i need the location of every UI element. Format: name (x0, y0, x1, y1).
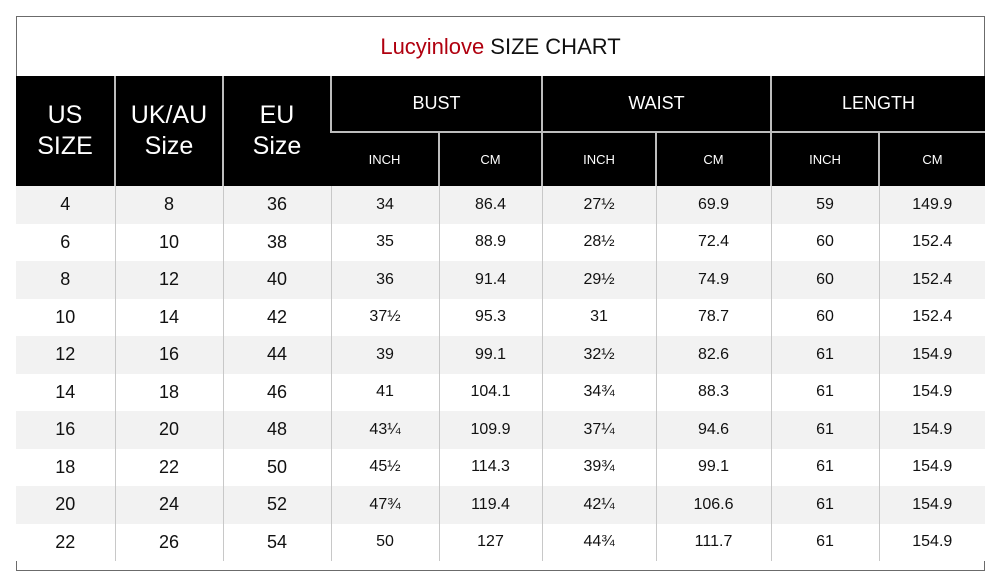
cell-length-cm: 152.4 (879, 299, 985, 337)
cell-us-size: 6 (16, 224, 115, 262)
header-waist: WAIST (542, 76, 771, 132)
cell-bust-inch: 34 (331, 186, 439, 224)
cell-us-size: 18 (16, 449, 115, 487)
cell-us-size: 14 (16, 374, 115, 412)
header-waist-cm: CM (656, 132, 771, 186)
cell-waist-cm: 111.7 (656, 524, 771, 562)
cell-bust-inch: 50 (331, 524, 439, 562)
cell-waist-inch: 39¾ (542, 449, 656, 487)
header-uk-au-size: UK/AU Size (115, 76, 223, 186)
cell-bust-cm: 127 (439, 524, 542, 562)
header-eu-size: EU Size (223, 76, 331, 186)
header-length-inch: INCH (771, 132, 879, 186)
cell-waist-inch: 31 (542, 299, 656, 337)
cell-waist-cm: 88.3 (656, 374, 771, 412)
cell-length-cm: 154.9 (879, 449, 985, 487)
cell-waist-inch: 34¾ (542, 374, 656, 412)
cell-us-size: 4 (16, 186, 115, 224)
table-row (16, 486, 985, 524)
header-length-cm: CM (879, 132, 985, 186)
table-row (16, 374, 985, 412)
cell-length-inch: 61 (771, 449, 879, 487)
table-row (16, 186, 985, 224)
cell-bust-inch: 39 (331, 336, 439, 374)
cell-uk-au-size: 24 (115, 486, 223, 524)
cell-eu-size: 40 (223, 261, 331, 299)
cell-bust-inch: 47¾ (331, 486, 439, 524)
cell-length-cm: 154.9 (879, 486, 985, 524)
cell-eu-size: 46 (223, 374, 331, 412)
table-row (16, 449, 985, 487)
cell-eu-size: 38 (223, 224, 331, 262)
table-row (16, 224, 985, 262)
cell-bust-cm: 86.4 (439, 186, 542, 224)
cell-us-size: 16 (16, 411, 115, 449)
cell-us-size: 22 (16, 524, 115, 562)
cell-length-inch: 61 (771, 374, 879, 412)
cell-uk-au-size: 16 (115, 336, 223, 374)
cell-uk-au-size: 8 (115, 186, 223, 224)
cell-length-inch: 60 (771, 299, 879, 337)
cell-length-inch: 59 (771, 186, 879, 224)
cell-waist-inch: 27½ (542, 186, 656, 224)
cell-bust-cm: 109.9 (439, 411, 542, 449)
cell-uk-au-size: 26 (115, 524, 223, 562)
cell-bust-cm: 114.3 (439, 449, 542, 487)
cell-bust-cm: 88.9 (439, 224, 542, 262)
cell-length-cm: 154.9 (879, 336, 985, 374)
cell-waist-inch: 44¾ (542, 524, 656, 562)
cell-uk-au-size: 20 (115, 411, 223, 449)
cell-bust-cm: 99.1 (439, 336, 542, 374)
cell-bust-cm: 104.1 (439, 374, 542, 412)
cell-length-inch: 60 (771, 261, 879, 299)
cell-bust-inch: 35 (331, 224, 439, 262)
cell-waist-inch: 32½ (542, 336, 656, 374)
table-row (16, 411, 985, 449)
size-table (16, 76, 985, 561)
table-row (16, 261, 985, 299)
cell-uk-au-size: 10 (115, 224, 223, 262)
cell-waist-inch: 28½ (542, 224, 656, 262)
cell-length-cm: 149.9 (879, 186, 985, 224)
table-body (16, 186, 985, 561)
cell-uk-au-size: 12 (115, 261, 223, 299)
cell-uk-au-size: 22 (115, 449, 223, 487)
size-chart-frame (16, 16, 985, 571)
header-bust-cm: CM (439, 132, 542, 186)
cell-us-size: 8 (16, 261, 115, 299)
cell-waist-cm: 78.7 (656, 299, 771, 337)
cell-length-inch: 61 (771, 524, 879, 562)
header-length: LENGTH (771, 76, 985, 132)
cell-length-cm: 152.4 (879, 224, 985, 262)
cell-waist-cm: 69.9 (656, 186, 771, 224)
cell-waist-cm: 94.6 (656, 411, 771, 449)
cell-waist-cm: 106.6 (656, 486, 771, 524)
cell-length-cm: 152.4 (879, 261, 985, 299)
cell-bust-inch: 37½ (331, 299, 439, 337)
cell-eu-size: 42 (223, 299, 331, 337)
cell-bust-cm: 95.3 (439, 299, 542, 337)
cell-eu-size: 50 (223, 449, 331, 487)
header-bust-inch: INCH (331, 132, 439, 186)
cell-eu-size: 48 (223, 411, 331, 449)
cell-length-inch: 60 (771, 224, 879, 262)
cell-waist-inch: 29½ (542, 261, 656, 299)
cell-bust-inch: 45½ (331, 449, 439, 487)
cell-length-inch: 61 (771, 486, 879, 524)
title-text: SIZE CHART (490, 33, 621, 59)
table-row (16, 299, 985, 337)
header-us-size: US SIZE (16, 76, 115, 186)
cell-waist-inch: 37¼ (542, 411, 656, 449)
cell-waist-cm: 72.4 (656, 224, 771, 262)
cell-bust-inch: 36 (331, 261, 439, 299)
cell-length-cm: 154.9 (879, 524, 985, 562)
header-waist-inch: INCH (542, 132, 656, 186)
cell-length-inch: 61 (771, 411, 879, 449)
table-row (16, 336, 985, 374)
cell-eu-size: 52 (223, 486, 331, 524)
cell-eu-size: 54 (223, 524, 331, 562)
cell-bust-inch: 43¼ (331, 411, 439, 449)
cell-bust-inch: 41 (331, 374, 439, 412)
cell-waist-cm: 99.1 (656, 449, 771, 487)
cell-waist-cm: 82.6 (656, 336, 771, 374)
header-bust: BUST (331, 76, 542, 132)
cell-waist-inch: 42¼ (542, 486, 656, 524)
cell-eu-size: 36 (223, 186, 331, 224)
cell-length-inch: 61 (771, 336, 879, 374)
cell-eu-size: 44 (223, 336, 331, 374)
cell-us-size: 10 (16, 299, 115, 337)
cell-us-size: 20 (16, 486, 115, 524)
brand-name: Lucyinlove (380, 33, 485, 59)
cell-bust-cm: 91.4 (439, 261, 542, 299)
cell-length-cm: 154.9 (879, 374, 985, 412)
cell-bust-cm: 119.4 (439, 486, 542, 524)
cell-uk-au-size: 14 (115, 299, 223, 337)
chart-title (17, 17, 984, 76)
table-row (16, 524, 985, 562)
cell-length-cm: 154.9 (879, 411, 985, 449)
cell-uk-au-size: 18 (115, 374, 223, 412)
cell-us-size: 12 (16, 336, 115, 374)
cell-waist-cm: 74.9 (656, 261, 771, 299)
